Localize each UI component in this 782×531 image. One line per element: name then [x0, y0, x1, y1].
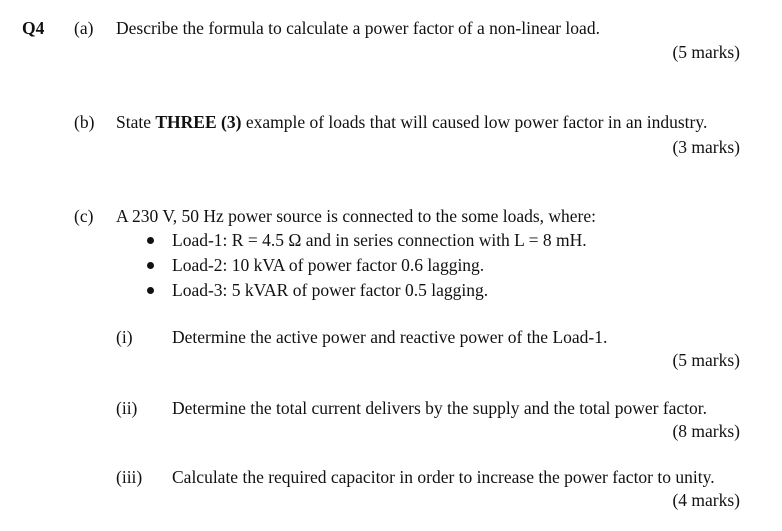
part-c-label: (c): [74, 206, 94, 226]
load-3-item: Load-3: 5 kVAR of power factor 0.5 lagging.: [172, 280, 489, 300]
part-b-marks: (3 marks): [672, 137, 740, 157]
part-c-ii-text: Determine the total current delivers by the supply and the total power factor.: [172, 398, 708, 418]
part-b-text-bold: THREE (3): [155, 112, 242, 132]
bullet-icon: [147, 262, 154, 269]
part-b-text-after: example of loads that will caused low power factor in an industry.: [241, 112, 708, 132]
part-a-text: Describe the formula to calculate a power factor of a non-linear load.: [116, 18, 600, 38]
bullet-icon: [147, 237, 154, 244]
part-a-marks: (5 marks): [672, 42, 740, 62]
bullet-icon: [147, 287, 154, 294]
part-c-i-marks: (5 marks): [672, 350, 740, 370]
part-c-iii-marks: (4 marks): [672, 490, 740, 510]
part-b-label: (b): [74, 112, 95, 132]
part-c-ii-marks: (8 marks): [672, 421, 740, 441]
load-1-item: Load-1: R = 4.5 Ω and in series connection with L = 8 mH.: [172, 230, 587, 250]
part-c-i-text: Determine the active power and reactive power of the Load-1.: [172, 327, 608, 347]
part-c-intro: A 230 V, 50 Hz power source is connected to the some loads, where:: [116, 206, 597, 226]
part-b-text: [116, 112, 707, 133]
part-c-iii-label: (iii): [116, 467, 143, 487]
question-number: Q4: [22, 18, 45, 38]
part-b-text-before: State: [116, 112, 156, 132]
part-c-ii-label: (ii): [116, 398, 138, 418]
part-c-iii-text: Calculate the required capacitor in order to increase the power factor to unity.: [172, 467, 715, 487]
part-c-i-label: (i): [116, 327, 133, 347]
load-2-item: Load-2: 10 kVA of power factor 0.6 lagging.: [172, 255, 485, 275]
part-a-label: (a): [74, 18, 94, 38]
